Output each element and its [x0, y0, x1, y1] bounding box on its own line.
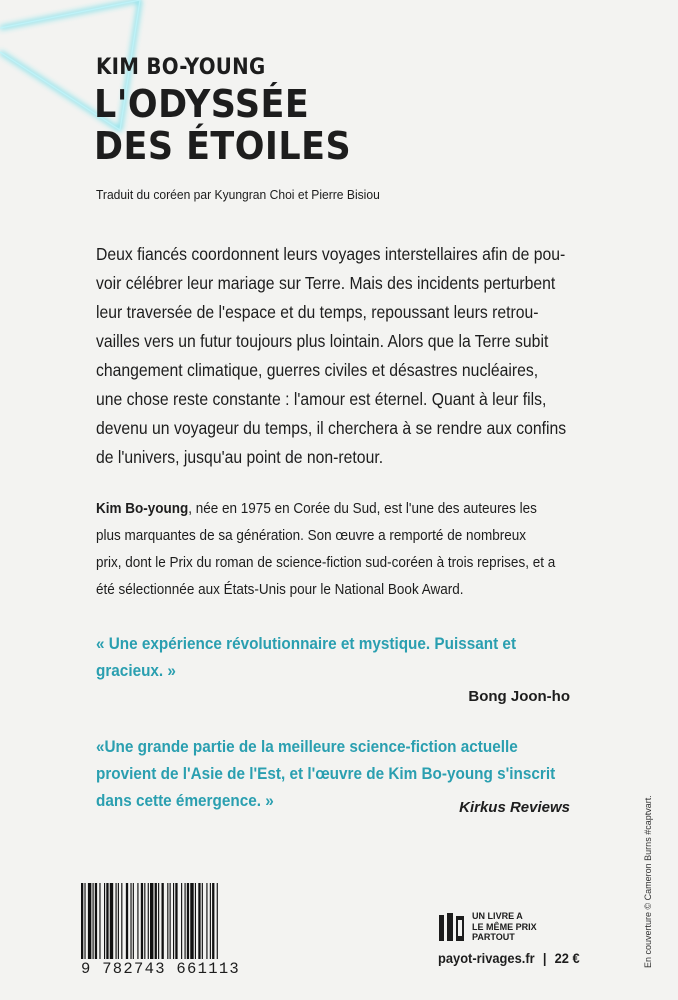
quote-line: provient de l'Asie de l'Est, et l'œuvre de Kim Bo-young s'inscrit	[96, 764, 556, 783]
book-price: 22 €	[554, 950, 580, 966]
book-logo-icon	[438, 912, 466, 942]
quote-line: gracieux. »	[96, 661, 176, 680]
quote-line: «Une grande partie de la meilleure science-fiction actuelle	[96, 737, 518, 756]
quote-line: « Une expérience révolutionnaire et mystique. Puissant et	[96, 634, 517, 653]
author-name: KIM BO-YOUNG	[96, 55, 266, 80]
title-line-2: DES ÉTOILES	[94, 124, 352, 168]
summary-line: leur traversée de l'espace et du temps, repoussant leurs retrou-	[96, 302, 539, 322]
summary-line: Deux fiancés coordonnent leurs voyages interstellaires afin de pou-	[96, 244, 566, 264]
summary-line: voir célébrer leur mariage sur Terre. Mais des incidents perturbent	[96, 273, 556, 293]
quote-source: Kirkus Reviews	[459, 799, 570, 816]
book-title	[94, 83, 351, 167]
publisher-website: payot-rivages.fr	[438, 950, 535, 966]
bio-author-name: Kim Bo-young	[96, 500, 189, 517]
cover-credit: En couverture © Cameron Burns #captvart.	[643, 795, 653, 968]
publisher-website-price	[438, 950, 580, 966]
bio-line	[96, 495, 555, 522]
price-separator: |	[542, 950, 547, 966]
publisher-slogan	[472, 912, 537, 944]
summary-paragraph	[96, 240, 606, 472]
bio-line: été sélectionnée aux États-Unis pour le National Book Award.	[96, 581, 464, 598]
summary-line: une chose reste constante : l'amour est éternel. Quant à leur fils,	[96, 389, 547, 409]
isbn-number: 9 782743 661113	[81, 960, 241, 978]
summary-line: devenu un voyageur du temps, il cherchera à se rendre aux confins	[96, 418, 567, 438]
summary-line: changement climatique, guerres civiles et désastres nucléaires,	[96, 360, 539, 380]
bio-line: plus marquantes de sa génération. Son œuvre a remporté de nombreux	[96, 527, 527, 544]
barcode-icon	[81, 883, 263, 959]
bio-line-rest: , née en 1975 en Corée du Sud, est l'une des auteures les	[188, 500, 537, 517]
title-line-1: L'ODYSSÉE	[94, 82, 310, 126]
quote-source: Bong Joon-ho	[468, 688, 570, 705]
bio-line: prix, dont le Prix du roman de science-fiction sud-coréen à trois reprises, et a	[96, 554, 556, 571]
author-bio	[96, 495, 606, 603]
isbn-barcode	[81, 883, 263, 983]
review-quote	[96, 630, 563, 684]
quote-line: dans cette émergence. »	[96, 791, 274, 810]
slogan-line: LE MÊME PRIX	[472, 921, 537, 933]
translator-credit: Traduit du coréen par Kyungran Choi et Pierre Bisiou	[96, 187, 380, 202]
summary-line: vailles vers un futur toujours plus lointain. Alors que la Terre subit	[96, 331, 549, 351]
slogan-line: UN LIVRE A	[472, 911, 523, 922]
summary-line: de l'univers, jusqu'au point de non-retour.	[96, 447, 384, 467]
slogan-line: PARTOUT	[472, 932, 515, 943]
